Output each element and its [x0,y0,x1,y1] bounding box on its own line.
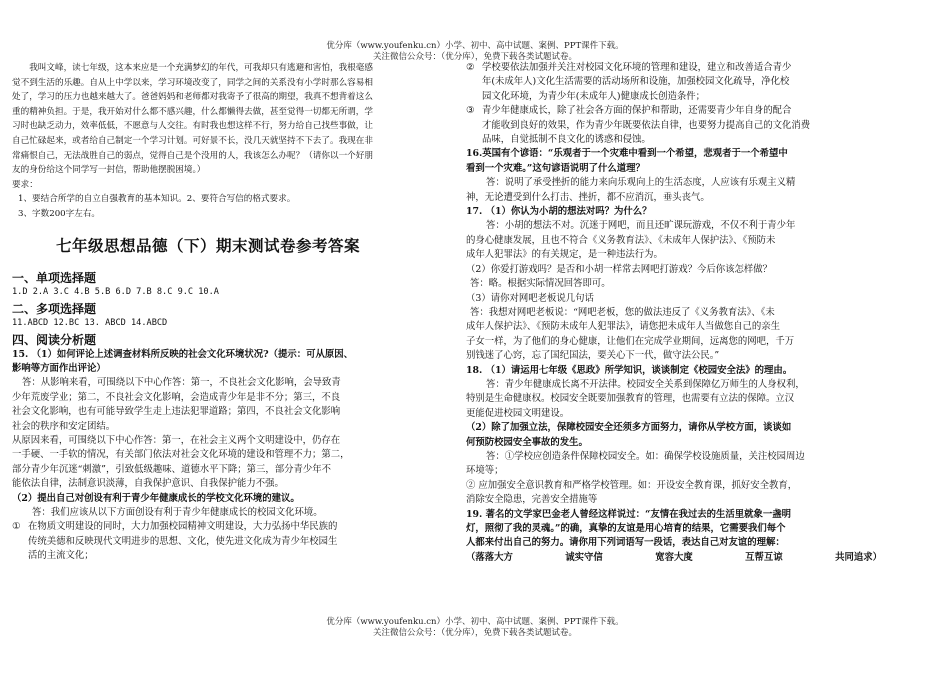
essay-line: 我叫文峰，读七年级，这本来应是一个充满梦幻的年代，可我却只有逃避和害怕，我根毫感 [29,63,373,73]
page-header [0,41,950,63]
answer-line: 少年荒废学业；第二，不良社会文化影响，会造成青少年是非不分；第三，不良 [12,391,341,403]
answer-line: 答：我想对网吧老板说：“网吧老板，您的做法违反了《义务教育法》、《未 [470,306,775,318]
footer-line-1: 优分库（www.youfenku.cn）小学、初中、高中试题、案例、PPT课件下载。 [326,617,624,627]
question-15-2: （2）提出自己对创设有利于青少年健康成长的学校文化环境的建议。 [12,492,300,504]
list-item [466,104,936,147]
section-reading-analysis: 四、阅读分析题 [12,332,97,347]
right-column [466,61,936,565]
answer-line: 别钱迷了心窍，忘了国纪国法，要关心下一代，做守法公民。” [466,350,720,362]
essay-line: 觉不到生活的乐趣。自从上中学以来，学习环境改变了，同学之间的关系没有小学时那么容易相 [12,77,373,88]
answer-line: 成年人保护法》、《预防未成年人犯罪法》，请您把未成年人当做您自己的亲生 [466,321,781,333]
question-17-1: 17. （1）你认为小胡的想法对吗？为什么？ [466,206,652,218]
list-item-line: 青少年健康成长，除了社会各方面的保护和帮助，还需要青少年自身的配合 [482,105,792,117]
header-line-2: 关注微信公众号：（优分库），免费下载各类试题试卷。 [372,52,577,62]
answer-line: 更能促进校园文明建设。 [466,407,570,419]
answer-line: ② 应加强安全意识教育和严格学校管理。如：开设安全教育课，抓好安全教育， [466,479,798,491]
essay-line: 习时也缺乏动力，效率低低，不愿意与人交往。有时我也想这样不行，努力给自己找些事做，让 [12,121,373,132]
answer-line: 社会文化影响，也有可能导致学生走上违法犯罪道路；第四，不良社会文化影响 [12,406,341,418]
answer-line: 环境等； [466,465,504,477]
list-item [12,520,459,563]
footer-line-2: 关注微信公众号：（优分库），免费下载各类试题试卷。 [372,628,577,638]
answer-line: 消除安全隐患，完善安全措施等 [466,494,598,506]
word-item: 诚实守信 [565,551,603,563]
question-19: 19. 著名的文学家巴金老人曾经这样说过：“友情在我过去的生活里就象一盏明 [466,508,791,520]
answer-line: 部分青少年沉迷“刺激”，引致低级趣味、道德水平下降；第三，部分青少年不 [12,463,331,475]
answer-line: 一手硬、一手软的情况，有关部门依法对社会文化环境的建设和管理不力；第二， [12,449,350,461]
word-item: 共同追求） [835,551,882,563]
question-16: 16.英国有个谚语：“乐观者于一个灾难中看到一个希望，悲观者于一个希望中 [466,148,788,160]
list-item-line: 学校要依法加强并关注对校园文化环境的管理和建设，建立和改善适合青少 [482,62,792,73]
question-15-1: 15. （1）如何评论上述调查材料所反映的社会文化环境状况?（提示：可从原因、 [12,348,353,360]
word-item: （落落大方 [466,551,513,563]
question-19: 人都来付出自己的努力。请你用下列词语写一段话，表达自己对友谊的理解： [466,537,785,549]
essay-line: 友的身份给这个同学写一封信，帮助他摆脱困境。） [12,165,206,176]
list-item-line: 在物质文明建设的同时，大力加强校园精神文明建设，大力弘扬中华民族的 [28,521,338,533]
header-line-1: 优分库（www.youfenku.cn）小学、初中、高中试题、案例、PPT课件下载。 [326,41,624,51]
word-list [466,551,936,565]
answer-line: 答：说明了承受挫折的能力来向乐观向上的生活态度，人应该有乐观主义精 [486,177,796,189]
answer-line: 子女一样，为了他们的身心健康，让他们在完成学业期间，远离您的网吧，千万 [466,335,795,347]
question-18-2: （2）除了加强立法，保障校园安全还须多方面努力，请你从学校方面，谈谈如 [466,422,792,434]
list-item [466,61,936,104]
list-item-line: 传统美德和反映现代文明进步的思想、文化，使先进文化成为青少年校园生 [28,535,338,547]
list-item-line: 才能收到良好的效果，作为青少年既要依法自律，也要努力提高自己的文化消费 [482,119,811,131]
answer-line: 特别是生命健康权。校园安全既要加强教育的管理，也需要有立法的保障。立汉 [466,393,795,405]
question-19: 灯，照彻了我的灵魂。”的确，真挚的友谊是用心培育的结果，它需要我们每个 [466,523,786,534]
left-column [12,61,459,564]
list-marker: ③ [466,105,475,117]
list-item-line: 活的主流文化； [28,550,94,562]
single-choice-answers: 1.D 2.A 3.C 4.B 5.B 6.D 7.B 8.C 9.C 10.A [12,286,219,297]
list-marker: ② [466,62,475,73]
list-item-line: 园文化环境，为青少年(未成年人)健康成长创造条件； [482,90,705,102]
word-item: 互帮互谅 [745,551,783,563]
answer-line: 答：①学校应创造条件保障校园安全。如：确保学校设施质量，关注校园周边 [486,450,805,462]
requirements-title: 要求： [12,179,38,190]
answer-line: 答：略。根据实际情况回答即可。 [470,278,611,290]
question-17-2: （2）你爱打游戏吗？是否和小胡一样常去网吧打游戏？今后你该怎样做？ [466,263,772,275]
answer-line: 能依法自律，法制意识淡薄，自我保护意识、自我保护能力不强。 [12,478,284,490]
answer-line: 答：小胡的想法不对。沉迷于网吧，而且还旷课玩游戏，不仅不利于青少年 [486,220,796,232]
answer-line: 答：我们应该从以下方面创设有利于青少年健康成长的校园文化环境。 [32,507,323,518]
page-footer [0,617,950,639]
question-16: 看到一个灾难。”这句谚语说明了什么道理？ [466,162,645,174]
question-17-3: （3）请你对网吧老板说几句话 [466,292,594,304]
answer-line: 成年人犯罪法》的有关规定，是一种违法行为。 [466,249,663,261]
essay-line: 常痛恨自己，无法战胜自己的弱点，觉得自己是个没用的人，我该怎么办呢？（请你以一个好朋 [12,150,373,161]
answer-line: 的身心健康发展，且也不符合《义务教育法》、《未成年人保护法》、《预防未 [466,234,776,246]
answer-key-title: 七年级思想品德（下）期末测试卷参考答案 [56,235,361,255]
multiple-choice-answers: 11.ABCD 12.BC 13. ABCD 14.ABCD [12,317,168,328]
answer-line: 答：青少年健康成长离不开法律。校园安全关系到保障亿万师生的人身权利， [486,378,805,390]
question-15-1: 影响等方面作出评论） [12,362,106,374]
essay-line: 重的精神负担。于是，我开始对什么都不感兴趣，什么都懒得去做，甚至觉得一切都无所谓，学 [12,106,373,117]
answer-line: 神，无论遭受到什么打击、挫折，都不应消沉，垂头丧气。 [466,191,710,203]
answer-line: 从原因来看，可围绕以下中心作答：第一，在社会主义两个文明建设中，仍存在 [12,434,341,446]
question-18-2: 何预防校园安全事故的发生。 [466,436,588,448]
answer-line: 答：从影响来看，可围绕以下中心作答：第一，不良社会文化影响，会导致青 [22,377,341,389]
section-multiple-choice: 二、多项选择题 [12,301,97,316]
essay-prompt [12,61,459,222]
requirement-line: 1、要结合所学的自立自强教育的基本知识。2、要符合写信的格式要求。 [18,194,296,205]
question-18-1: 18. （1）请运用七年级《思政》所学知识，谈谈制定《校园安全法》的理由。 [466,364,793,376]
list-item-line: 品味，自觉抵制不良文化的诱惑和侵蚀。 [482,134,651,146]
word-item: 宽容大度 [655,551,693,563]
essay-line: 自己忙碌起来，或者给自己制定一个学习计划。可好景不长，没几天就坚持不下去了。我现在非 [12,135,373,146]
essay-line: 处了，学习的压力也越来越大了。爸爸妈妈和老师都对我寄予了很高的期望，我真不想背着这么 [12,92,373,103]
requirement-line: 3、字数200字左右。 [18,208,101,219]
list-item-line: 年(未成年人)文化生活需要的活动场所和设施，加强校园文化疏导，净化校 [482,76,790,88]
answer-line: 社会的秩序和安定团结。 [12,420,116,432]
section-single-choice: 一、单项选择题 [12,270,97,285]
list-marker: ① [12,521,21,533]
